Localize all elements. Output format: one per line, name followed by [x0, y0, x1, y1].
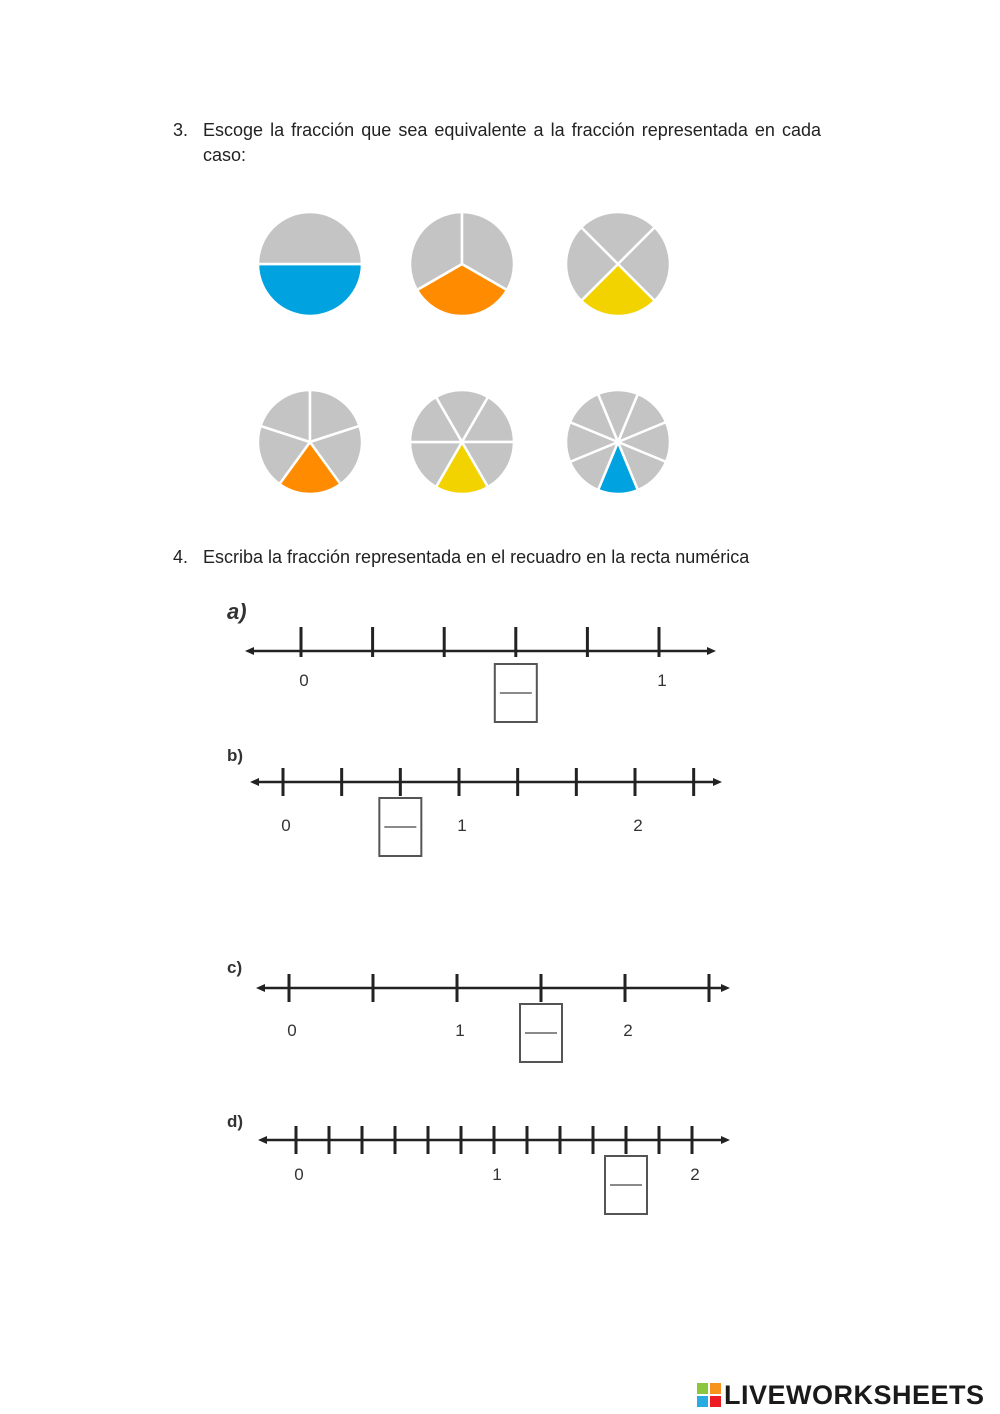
- fraction-pies: [258, 212, 670, 494]
- axis-arrow-left: [256, 984, 265, 992]
- fraction-pie-2: [410, 212, 514, 316]
- pie-sector: [258, 212, 362, 264]
- axis-arrow-right: [707, 647, 716, 655]
- fraction-pie-6: [566, 390, 670, 494]
- number-lines: [245, 627, 730, 1214]
- axis-arrow-left: [250, 778, 259, 786]
- tick-label: 1: [457, 816, 467, 835]
- fraction-pie-3: [566, 212, 670, 316]
- tick-label: 2: [690, 1165, 700, 1184]
- fraction-pie-1: [258, 212, 362, 316]
- question-4-text: Escriba la fracción representada en el recuadro en la recta numérica: [203, 547, 750, 567]
- tick-label: 2: [633, 816, 643, 835]
- tick-label: 0: [299, 671, 309, 690]
- tick-label: 1: [657, 671, 667, 690]
- tick-label: 1: [455, 1021, 465, 1040]
- answer-box[interactable]: [495, 664, 537, 722]
- question-3-number: 3.: [173, 120, 189, 140]
- number-line-d: [258, 1126, 730, 1214]
- number-line-a: [245, 627, 716, 722]
- number-line-b: [250, 768, 722, 856]
- fraction-pie-4: [258, 390, 362, 494]
- tick-label: 0: [287, 1021, 297, 1040]
- question-3-text: Escoge la fracción que sea equivalente a la fracción representada en cada caso:: [203, 120, 821, 165]
- pie-shaded-sector: [258, 264, 362, 316]
- answer-box[interactable]: [520, 1004, 562, 1062]
- part-d-label: d): [227, 1112, 244, 1131]
- number-line-c: [256, 974, 730, 1062]
- tick-label: 2: [623, 1021, 633, 1040]
- tick-label: 0: [294, 1165, 304, 1184]
- axis-arrow-right: [713, 778, 722, 786]
- part-c-label: c): [227, 958, 243, 977]
- fraction-pie-5: [410, 390, 514, 494]
- tick-label: 0: [281, 816, 291, 835]
- part-a-label: a): [227, 599, 247, 624]
- answer-box[interactable]: [605, 1156, 647, 1214]
- axis-arrow-left: [258, 1136, 267, 1144]
- question-4-number: 4.: [173, 547, 189, 567]
- logo-icon: [697, 1383, 721, 1407]
- axis-arrow-left: [245, 647, 254, 655]
- tick-label: 1: [492, 1165, 502, 1184]
- axis-arrow-right: [721, 984, 730, 992]
- question-4: [173, 545, 823, 571]
- part-b-label: b): [227, 746, 244, 765]
- answer-box[interactable]: [379, 798, 421, 856]
- logo-text: LIVEWORKSHEETS: [724, 1380, 985, 1410]
- axis-arrow-right: [721, 1136, 730, 1144]
